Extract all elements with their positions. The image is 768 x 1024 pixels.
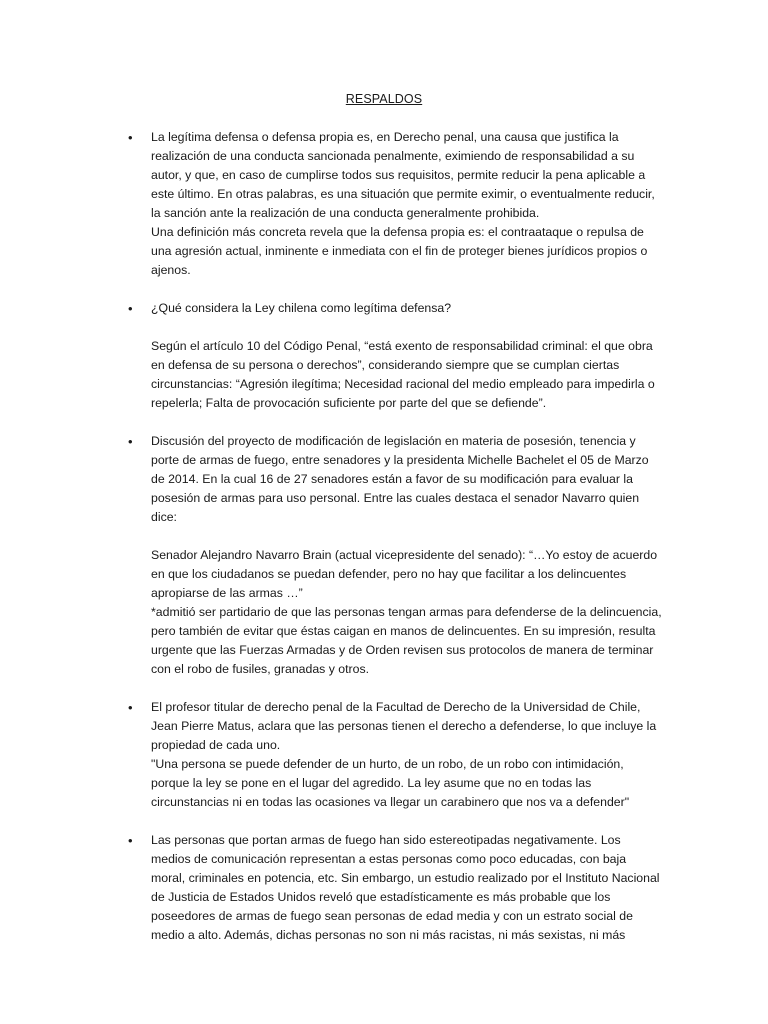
paragraph-profesor: El profesor titular de derecho penal de la Facultad de Derecho de la Universidad de Chile, Jean Pierre Matus, aclara que las personas tienen el derecho a defenderse, lo que incluye la propiedad de cada uno. [151, 700, 657, 752]
bullet-icon: • [128, 301, 133, 316]
bullet-list [128, 128, 663, 964]
list-item-profesor-matus [128, 698, 663, 812]
bullet-icon: • [128, 434, 133, 449]
paragraph-estereotipos: Las personas que portan armas de fuego han sido estereotipadas negativamente. Los medios de comunicación representan a estas personas como poco educadas, con baja moral, criminales en potencia, etc. Sin embargo, un estudio realizado por el Instituto Nacional de Justicia de Estados Unidos reveló que estadísticamente es más probable que los poseedores de armas de fuego sean personas de edad media y con un estrato social de medio a alto. Además, dichas personas no son ni más racistas, ni más sexistas, ni más [151, 833, 660, 942]
paragraph-definition-concrete: Una definición más concreta revela que la defensa propia es: el contraataque o repulsa de una agresión actual, inminente e inmediata con el fin de proteger bienes jurídicos propios o ajenos. [151, 225, 648, 277]
page-title: RESPALDOS [345, 92, 423, 106]
paragraph-profesor-quote: "Una persona se puede defender de un hurto, de un robo, de un robo con intimidación, porque la ley se pone en el lugar del agredido. La ley asume que no en todas las circunstancias ni en todas las ocasiones va llegar un carabinero que nos va a defender" [151, 757, 630, 809]
paragraph-definition: La legítima defensa o defensa propia es, en Derecho penal, una causa que justifica la realización de una conducta sancionada penalmente, eximiendo de responsabilidad a su autor, y que, en caso de cumplirse todos sus requisitos, permite reducir la pena aplicable a este último. En otras palabras, es una situación que permite eximir, o eventualmente reducir, la sanción ante la realización de una conducta generalmente prohibida. [151, 130, 655, 220]
list-item-legitima-defensa [128, 128, 663, 280]
paragraph-senador-quote: Senador Alejandro Navarro Brain (actual vicepresidente del senado): “…Yo estoy de acuerdo en que los ciudadanos se puedan defender, pero no hay que facilitar a los delincuentes apropiarse de las armas …” [151, 548, 658, 600]
list-item-estereotipos [128, 831, 663, 945]
paragraph-discusion: Discusión del proyecto de modificación de legislación en materia de posesión, tenencia y porte de armas de fuego, entre senadores y la presidenta Michelle Bachelet el 05 de Marzo de 2014. En la cual 16 de 27 senadores están a favor de su modificación para evaluar la posesión de armas para uso personal. Entre las cuales destaca el senador Navarro quien dice: [151, 434, 649, 524]
paragraph-codigo-penal: Según el artículo 10 del Código Penal, “está exento de responsabilidad criminal: el que obra en defensa de su persona o derechos”, considerando siempre que se cumplan ciertas circunstancias: “Agresión ilegítima; Necesidad racional del medio empleado para impedirla o repelerla; Falta de provocación suficiente por parte del que se defiende”. [151, 339, 655, 410]
list-item-ley-chilena [128, 299, 663, 413]
bullet-icon: • [128, 130, 133, 145]
bullet-icon: • [128, 700, 133, 715]
paragraph-question: ¿Qué considera la Ley chilena como legítima defensa? [151, 301, 452, 315]
bullet-icon: • [128, 833, 133, 848]
list-item-discusion-proyecto [128, 432, 663, 679]
paragraph-senador-admitio: *admitió ser partidario de que las personas tengan armas para defenderse de la delincuencia, pero también de evitar que éstas caigan en manos de delincuentes. En su impresión, resulta urgente que las Fuerzas Armadas y de Orden revisen sus protocolos de manera de terminar con el robo de fusiles, granadas y otros. [151, 605, 662, 676]
